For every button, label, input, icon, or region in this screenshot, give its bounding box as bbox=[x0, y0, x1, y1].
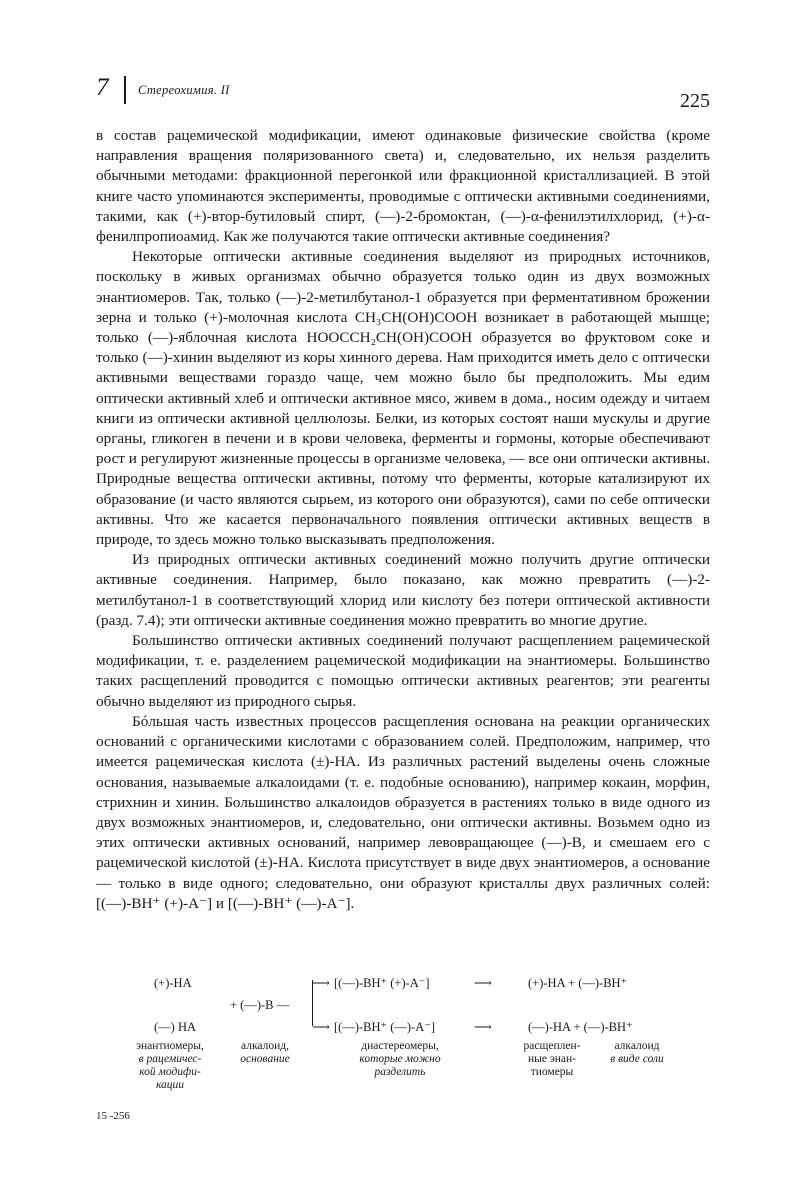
product-bottom: (—)-HA + (—)-BH⁺ bbox=[528, 1020, 633, 1034]
header-divider bbox=[124, 76, 126, 104]
printer-signature: 15 -256 bbox=[96, 1110, 130, 1122]
paragraph: Из природных оптически активных соединений можно получить другие оптически активные соединения. Например, было показано, как можно превратить (—)-2-метилбутанол-1 в соответствующий хлорид или кислоту без потери оптической активности (разд. 7.4); эти оптически активные соединения можно превратить во многие другие. bbox=[96, 551, 710, 629]
paragraph: в состав рацемической модификации, имеют одинаковые физические свойства (кроме направления вращения поляризованного света) и, следовательно, их нельзя разделить обычными методами: фракционной перегонкой или фракционной кристаллизацией. В этой книге часто упоминаются эксперименты, проводимые с оптически активными соединениями, такими, как (+)-втор-бутиловый спирт, (—)-2-бромоктан, (—)-α-фенилэтилхлорид, (+)-α-фенилпропиоамид. Как же получаются такие оптически активные соединения? bbox=[96, 127, 710, 246]
label-alkaloid-base: алкалоид, основание bbox=[240, 1040, 290, 1065]
label-enantiomers: энантиомеры, в рацемичес- кой модифи- кации bbox=[136, 1040, 204, 1091]
arrow-icon: ⟶ bbox=[312, 1020, 330, 1034]
paragraph: Некоторые оптически активные соединения выделяют из природных источников, поскольку в живых организмах обычно образуется только один из двух возможных энантиомеров. Так, только (—)-2-метилбутанол-1 образуется при ферментативном брожении зерна и только (+)-молочная кислота CH₃CH(OH)COOH возникает в работающей мышце; только (—)-яблочная кислота HOOCCH₂CH(OH)COOH образуется во фруктовом соке и только (—)-хинин выделяют из коры хинного дерева. Нам приходится иметь дело с оптически активными веществами гораздо чаще, чем можно было бы предположить. Мы едим оптически активный хлеб и оптически активное мясо, живем в дома., носим одежду и читаем книги из оптически активной целлюлозы. Белки, из которых состоят наши мускулы и другие органы, гликоген в печени и в крови человека, ферменты и гормоны, которые обеспечивают рост и регулируют жизненные процессы в организме человека, — все они оптически активны. Природные вещества оптически активны, потому что ферменты, которые катализируют их образование (и часто являются сырьем, из которого они образуются), сами по себе оптически активны. Что же касается первоначального появления оптически активных веществ в природе, то здесь можно только высказывать предположения. bbox=[96, 248, 710, 549]
paragraph: Бóльшая часть известных процессов расщепления основана на реакции органических оснований с органическими кислотами с образованием солей. Предположим, например, что имеется рацемическая кислота (±)-HA. Из различных растений выделены очень сложные основания, называемые алкалоидами (т. е. подобные основанию), например кокаин, морфин, стрихнин и хинин. Большинство алкалоидов образуется в растениях только в виде одного из двух возможных энантиомеров, и, следовательно, они оптически активны. Возьмем одно из этих оптически активных оснований, например левовращающее (—)-B, и смешаем его с рацемической кислотой (±)-HA. Кислота присутствует в виде двух энантиомеров, а основание — только в виде одного; следовательно, они образуют кристаллы двух различных солей: [(—)-BH⁺ (+)-A⁻] и [(—)-BH⁺ (—)-A⁻]. bbox=[96, 712, 710, 912]
label-salt: алкалоид в виде соли bbox=[610, 1040, 664, 1065]
salt-bottom: [(—)-BH⁺ (—)-A⁻] bbox=[334, 1020, 436, 1034]
page-header bbox=[96, 74, 710, 114]
chapter-number: 7 bbox=[96, 74, 109, 101]
product-top: (+)-HA + (—)-BH⁺ bbox=[528, 976, 628, 990]
acid-minus: (—) HA bbox=[154, 1020, 197, 1034]
label-resolved: расщеплен- ные энан- тиомеры bbox=[523, 1040, 581, 1078]
arrow-icon: ⟶ bbox=[312, 976, 330, 990]
acid-plus: (+)-HA bbox=[154, 976, 192, 990]
label-diastereomers: диастереомеры, которые можно разделить bbox=[359, 1040, 441, 1078]
arrow-icon: ⟶ bbox=[474, 976, 492, 990]
arrow-icon: ⟶ bbox=[474, 1020, 492, 1034]
resolution-scheme bbox=[130, 972, 690, 1097]
page-number: 225 bbox=[680, 90, 710, 112]
paragraph: Большинство оптически активных соединений получают расщеплением рацемической модификации, т. е. разделением рацемической модификации на энантиомеры. Большинство таких расщеплений проводится с помощью оптически активных реагентов; эти реагенты обычно выделяют из природного сырья. bbox=[96, 632, 710, 710]
body-text bbox=[96, 126, 710, 914]
base-reagent: + (—)-B — bbox=[230, 998, 290, 1012]
chapter-title: Стереохимия. II bbox=[138, 83, 230, 97]
salt-top: [(—)-BH⁺ (+)-A⁻] bbox=[334, 976, 430, 990]
